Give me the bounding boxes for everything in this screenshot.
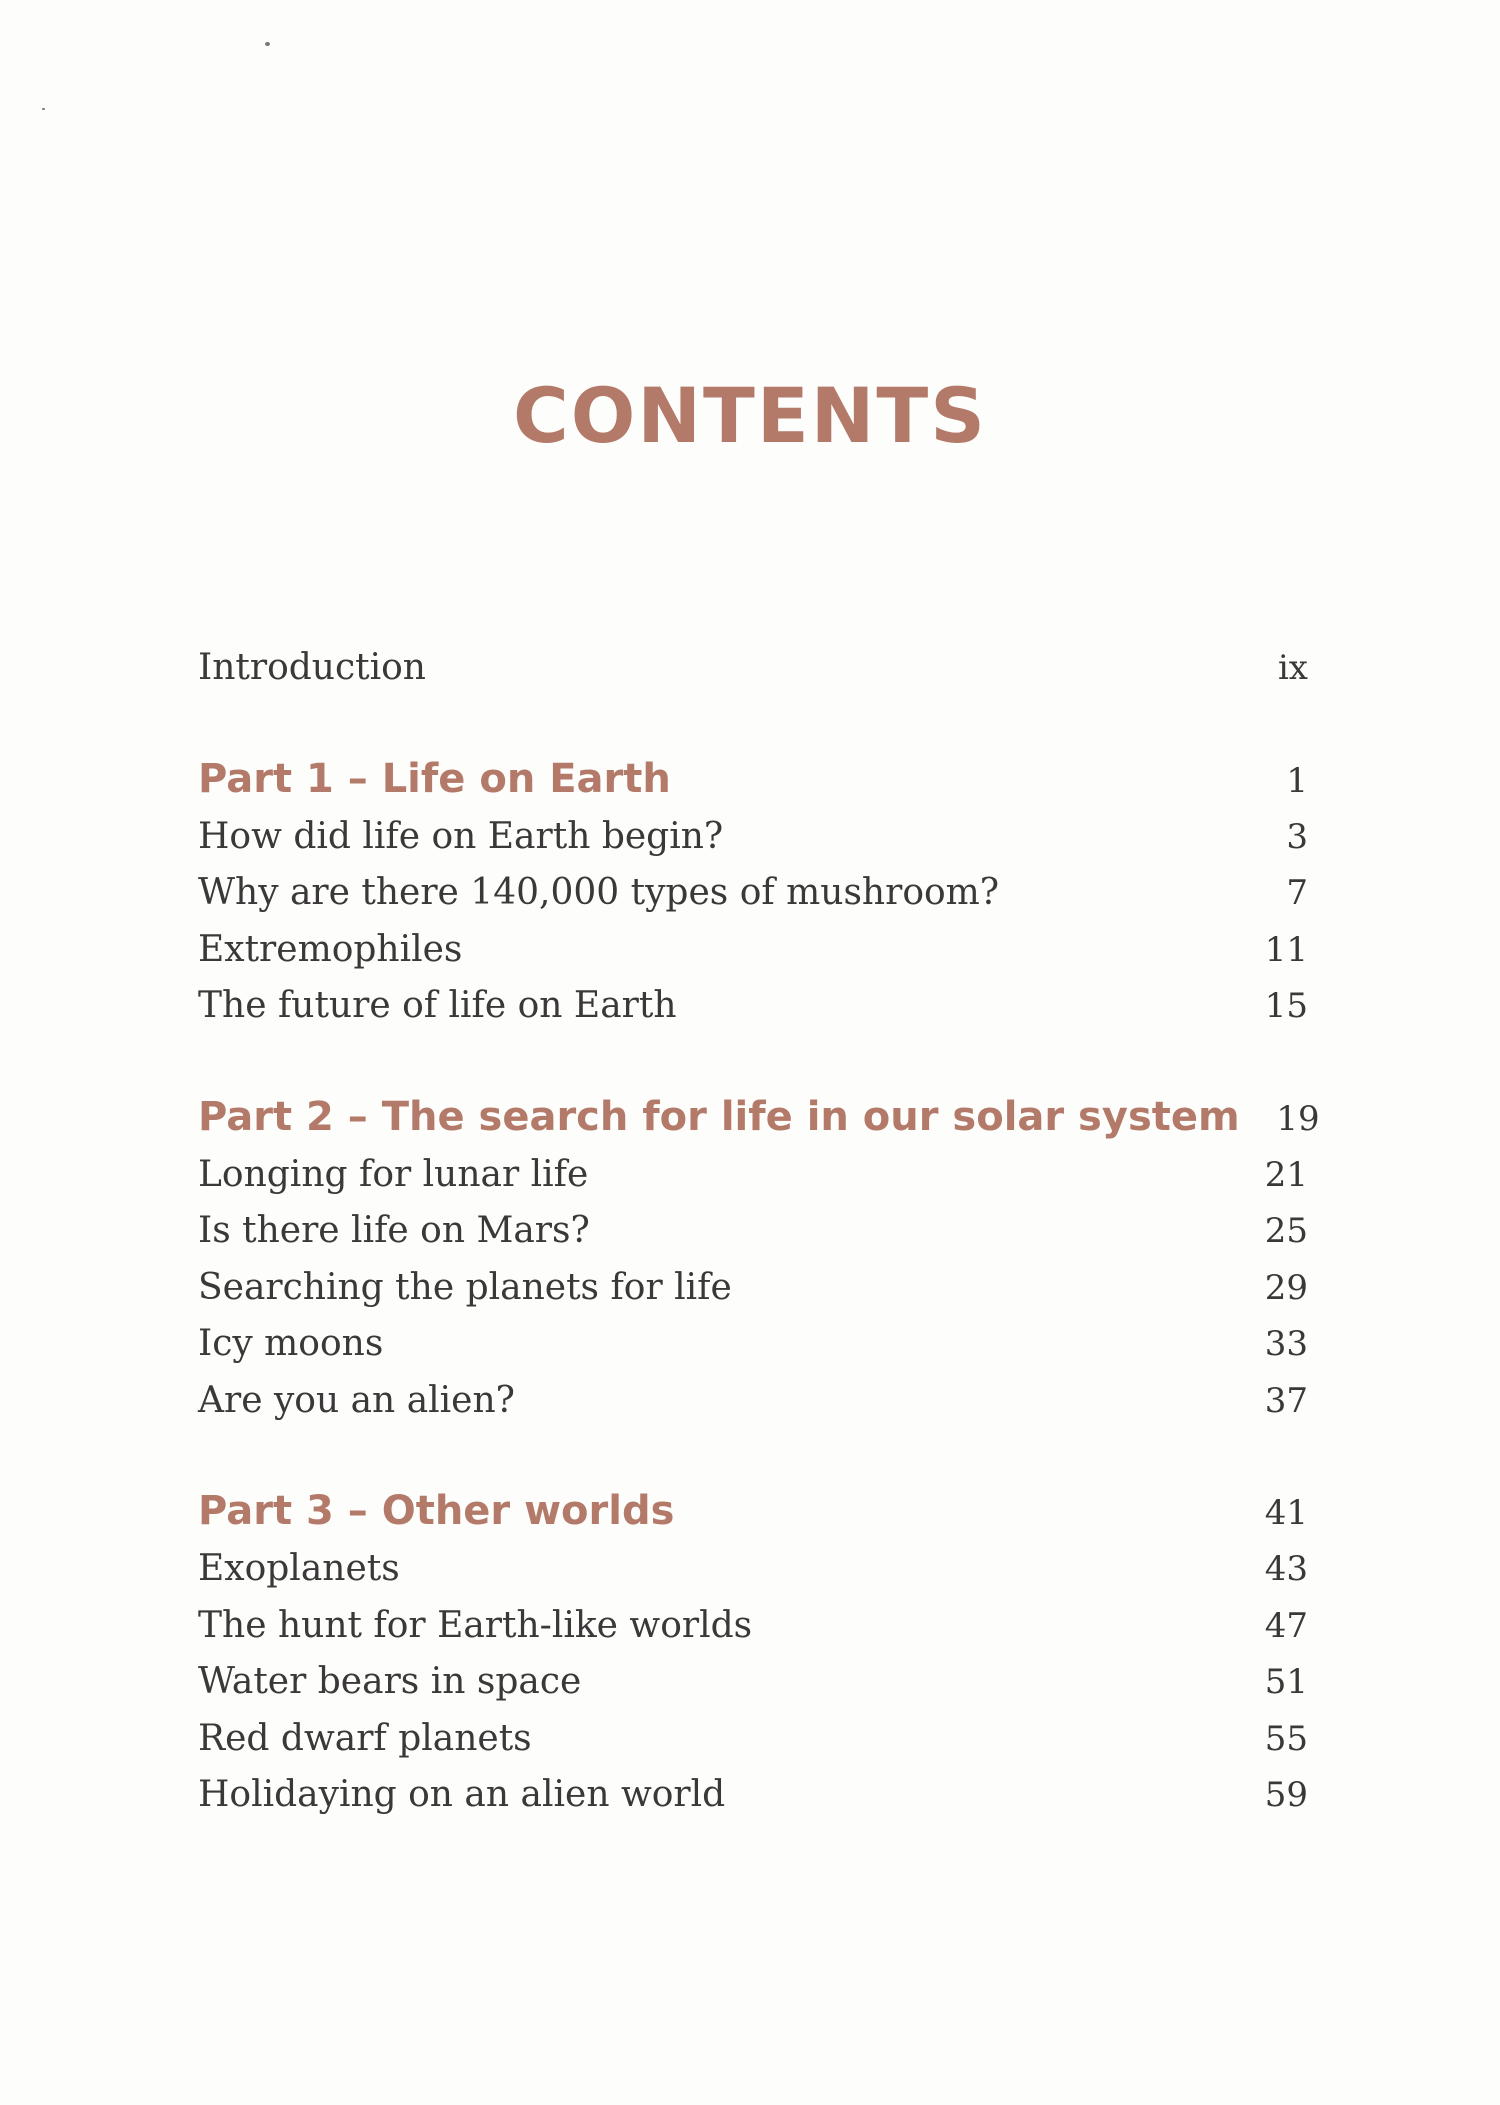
- toc-entry-page: 11: [1264, 929, 1308, 970]
- toc-entry-page: 47: [1264, 1605, 1308, 1646]
- toc-part-page: 41: [1264, 1493, 1308, 1533]
- toc-entry[interactable]: [198, 1203, 1308, 1260]
- toc-entry-introduction[interactable]: [198, 640, 1308, 697]
- scan-speck: [265, 42, 270, 46]
- toc-part-page: 19: [1276, 1098, 1320, 1139]
- toc-entry-page: 7: [1286, 873, 1308, 913]
- toc-part-heading[interactable]: [198, 1481, 1308, 1541]
- toc-part-page: 1: [1286, 760, 1308, 801]
- table-of-contents: [198, 640, 1320, 1824]
- toc-entry-title: How did life on Earth begin?: [198, 815, 724, 857]
- toc-part-title: Part 3 – Other worlds: [198, 1488, 675, 1534]
- toc-entry-title: Exoplanets: [198, 1548, 400, 1589]
- toc-entry[interactable]: [198, 922, 1308, 979]
- toc-entry-page: 55: [1264, 1718, 1308, 1759]
- toc-entry-title: Is there life on Mars?: [198, 1210, 590, 1251]
- toc-entry-title: The future of life on Earth: [198, 985, 677, 1026]
- toc-entry-title: Holidaying on an alien world: [198, 1774, 726, 1815]
- toc-entry[interactable]: [198, 1654, 1308, 1711]
- toc-entry-title: Water bears in space: [198, 1661, 582, 1702]
- toc-entry[interactable]: [198, 1541, 1308, 1598]
- toc-entry[interactable]: [198, 1373, 1308, 1430]
- toc-entry[interactable]: [198, 1767, 1308, 1824]
- toc-entry[interactable]: [198, 1711, 1308, 1768]
- toc-entry-page: 37: [1264, 1380, 1308, 1421]
- page-title: CONTENTS: [513, 371, 987, 460]
- toc-entry-page: 51: [1264, 1662, 1308, 1702]
- toc-entry[interactable]: [198, 1147, 1308, 1204]
- toc-entry-title: Longing for lunar life: [198, 1153, 589, 1195]
- toc-entry-page: ix: [1277, 648, 1308, 688]
- scan-speck: [42, 108, 45, 110]
- toc-entry[interactable]: [198, 809, 1308, 866]
- toc-entry[interactable]: [198, 1598, 1308, 1655]
- toc-entry-page: 59: [1264, 1775, 1308, 1815]
- toc-part-heading[interactable]: [198, 1087, 1320, 1147]
- toc-entry-page: 21: [1264, 1154, 1308, 1195]
- toc-entry[interactable]: [198, 865, 1308, 922]
- toc-entry-page: 3: [1286, 816, 1308, 857]
- toc-entry-page: 25: [1264, 1211, 1308, 1251]
- toc-entry-title: Are you an alien?: [198, 1379, 515, 1421]
- toc-entry-title: The hunt for Earth-like worlds: [198, 1604, 753, 1646]
- toc-entry[interactable]: [198, 1316, 1308, 1373]
- toc-entry-title: Introduction: [198, 647, 426, 688]
- toc-entry-title: Searching the planets for life: [198, 1266, 732, 1308]
- toc-entry-title: Why are there 140,000 types of mushroom?: [198, 872, 1000, 913]
- toc-part-title: Part 2 – The search for life in our solar system: [198, 1093, 1240, 1140]
- toc-entry-title: Extremophiles: [198, 928, 463, 970]
- toc-entry[interactable]: [198, 1260, 1308, 1317]
- toc-entry-page: 29: [1264, 1267, 1308, 1308]
- toc-entry[interactable]: [198, 978, 1308, 1035]
- toc-entry-title: Red dwarf planets: [198, 1717, 532, 1759]
- toc-entry-title: Icy moons: [198, 1323, 384, 1364]
- toc-entry-page: 33: [1264, 1324, 1308, 1364]
- toc-part-title: Part 1 – Life on Earth: [198, 755, 671, 802]
- toc-entry-page: 43: [1264, 1549, 1308, 1589]
- toc-part-heading[interactable]: [198, 749, 1308, 809]
- toc-entry-page: 15: [1264, 986, 1308, 1026]
